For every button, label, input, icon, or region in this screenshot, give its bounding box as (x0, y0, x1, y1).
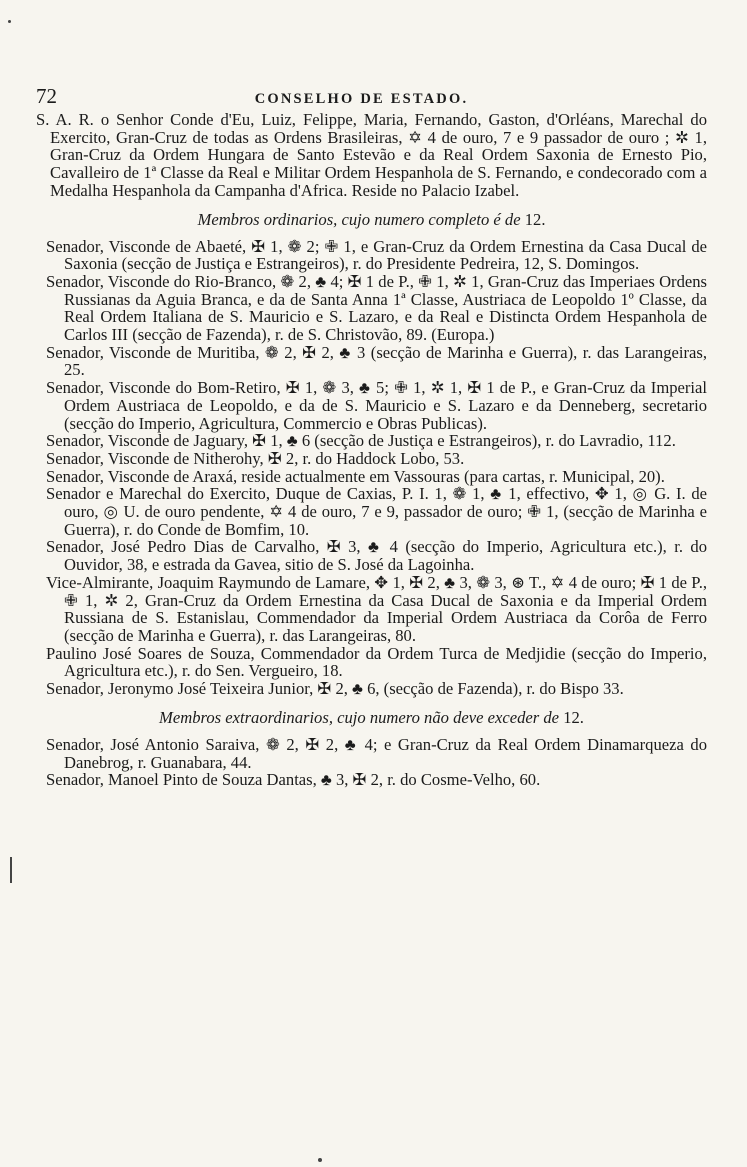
member-entry: Senador, Visconde de Abaeté, ✠ 1, ❁ 2; ✙ 1, e Gran-Cruz da Ordem Ernestina da Casa Ducal de Saxonia (secção de Justiça e Estrangeiros), r. do Presidente Pedreira, 12, S. Domingos. (46, 236, 707, 274)
member-entry: Senador, Jeronymo José Teixeira Junior, ✠ 2, ♣ 6, (secção de Fazenda), r. do Bispo 33. (46, 679, 624, 699)
member-entry: Senador, Visconde de Araxá, reside actualmente em Vassouras (para cartas, r. Municipal, 20). (46, 466, 665, 486)
member-entry: Senador, Visconde de Jaguary, ✠ 1, ♣ 6 (secção de Justiça e Estrangeiros), r. do Lavradio, 112. (46, 431, 676, 451)
extraordinary-heading-text: Membros extraordinarios, cujo numero não deve exceder de (159, 707, 560, 727)
member-entry: Senador, Visconde do Rio-Branco, ❁ 2, ♣ 4; ✠ 1 de P., ✙ 1, ✲ 1, Gran-Cruz das Imperiaes Ordens Russianas da Aguia Branca, e da de Santa Anna 1ª Classe, Austriaca de Leopoldo 1º Classe, da Real Ordem Italiana de S. Mauricio e S. Lazaro, e da Real e Distincta Ordem Hespanhola de Carlos III (secção de Fazenda), r. de S. Christovão, 89. (Europa.) (46, 271, 707, 345)
member-entry: Senador, José Pedro Dias de Carvalho, ✠ 3, ♣ 4 (secção do Imperio, Agricultura etc.), r. do Ouvidor, 38, e estrada da Gavea, sitio de S. José da Lagoinha. (46, 537, 707, 575)
extraordinary-count: 12. (563, 707, 584, 727)
member-entry: Senador, Visconde de Nitherohy, ✠ 2, r. do Haddock Lobo, 53. (46, 448, 465, 468)
page-header (36, 84, 707, 109)
extraordinary-members-list (46, 736, 707, 789)
speck (318, 1158, 322, 1162)
member-entry: Senador, Visconde de Muritiba, ❁ 2, ✠ 2, ♣ 3 (secção de Marinha e Guerra), r. das Larangeiras, 25. (46, 342, 707, 380)
ordinary-members-list (46, 238, 707, 698)
ordinary-members-heading (36, 210, 707, 230)
member-entry: Senador, José Antonio Saraiva, ❁ 2, ✠ 2, ♣ 4; e Gran-Cruz da Real Ordem Dinamarqueza do Danebrog, r. Guanabara, 44. (46, 734, 707, 772)
member-entry: Vice-Almirante, Joaquim Raymundo de Lamare, ✥ 1, ✠ 2, ♣ 3, ❁ 3, ⊛ T., ✡ 4 de ouro; ✠ 1 de P., ✙ 1, ✲ 2, Gran-Cruz da Ordem Ernestina da Casa Ducal de Saxonia e da Imperial Ordem Russiana de S. Estanislau, Commendador da Imperial Ordem Austriaca da Corôa de Ferro (secção de Marinha e Guerra), r. das Larangeiras, 80. (46, 572, 707, 645)
extraordinary-members-heading (36, 708, 707, 728)
running-title: CONSELHO DE ESTADO. (254, 91, 469, 107)
member-entry: Senador, Visconde do Bom-Retiro, ✠ 1, ❁ 3, ♣ 5; ✙ 1, ✲ 1, ✠ 1 de P., e Gran-Cruz da Imperial Ordem Austriaca de Leopoldo, e da de S. Mauricio e S. Lazaro e da Denneberg, secretario (secção do Imperio, Agricultura, Commercio e Obras Publicas). (46, 378, 707, 433)
member-entry: Paulino José Soares de Souza, Commendador da Ordem Turca de Medjidie (secção do Imperio, Agricultura etc.), r. do Sen. Vergueiro, 18. (46, 643, 707, 681)
margin-mark (10, 857, 12, 883)
ordinary-heading-text: Membros ordinarios, cujo numero completo é de (197, 209, 521, 229)
member-entry: Senador e Marechal do Exercito, Duque de Caxias, P. I. 1, ❁ 1, ♣ 1, effectivo, ✥ 1, ◎ G. I. de ouro, ◎ U. de ouro pendente, ✡ 4 de ouro, 7 e 9, passador de ouro; ✙ 1, (secção de Marinha e Guerra), r. do Conde de Bomfim, 10. (46, 484, 707, 539)
page-number: 72 (36, 84, 57, 108)
intro-paragraph: S. A. R. o Senhor Conde d'Eu, Luiz, Felippe, Maria, Fernando, Gaston, d'Orléans, Marechal do Exercito, Gran-Cruz de todas as Ordens Brasileiras, ✡ 4 de ouro, 7 e 9 passador de ouro ; ✲ 1, Gran-Cruz da Ordem Hungara de Santo Estevão e da Real Ordem Saxonia de Ernesto Pio, Cavalleiro de 1ª Classe da Real e Militar Ordem Hespanhola de S. Fernando, e condecorado com a Medalha Hespanhola da Campanha d'Africa. Reside no Palacio Izabel. (36, 110, 707, 200)
speck (8, 20, 11, 23)
ordinary-count: 12. (524, 209, 546, 229)
member-entry: Senador, Manoel Pinto de Souza Dantas, ♣ 3, ✠ 2, r. do Cosme-Velho, 60. (46, 770, 541, 790)
